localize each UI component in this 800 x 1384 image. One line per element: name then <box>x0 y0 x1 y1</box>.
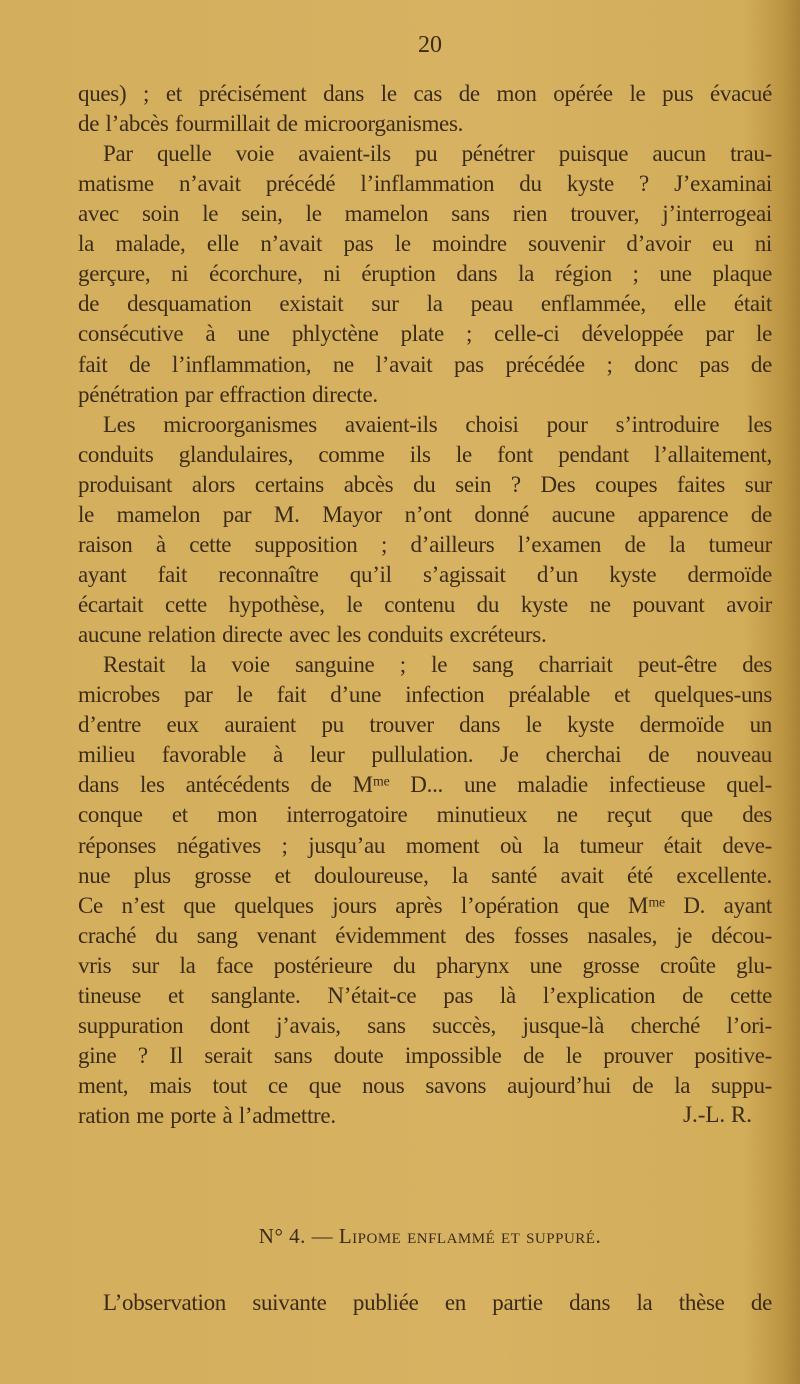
text-line: dans les antécédents de Mᵐᵉ D... une maladie infectieuse quel- <box>78 772 772 798</box>
text-line: tineuse et sanglante. N’était-ce pas là l’explication de cette <box>78 982 772 1008</box>
text-line: écartait cette hypothèse, le contenu du kyste ne pouvant avoir <box>78 592 772 618</box>
text-line: la malade, elle n’avait pas le moindre souvenir d’avoir eu ni <box>78 231 772 257</box>
text-line: de l’abcès fourmillait de microorganismes. <box>78 111 464 137</box>
text-line: d’entre eux auraient pu trouver dans le kyste dermoïde un <box>78 712 772 738</box>
text-line: nue plus grosse et douloureuse, la santé avait été excellente. <box>78 862 772 888</box>
text-line: L’observation suivante publiée en partie dans la thèse de <box>103 1290 772 1315</box>
text-line: aucune relation directe avec les conduits excréteurs. <box>78 622 547 648</box>
text-line: consécutive à une phlyctène plate ; celle-ci développée par le <box>78 321 772 347</box>
text-line: conque et mon interrogatoire minutieux ne reçut que des <box>78 802 772 828</box>
text-line: craché du sang venant évidemment des fosses nasales, je décou- <box>78 922 772 948</box>
text-line: Par quelle voie avaient-ils pu pénétrer puisque aucun trau- <box>103 141 772 167</box>
text-line: conduits glandulaires, comme ils le font pendant l’allaitement, <box>78 441 772 467</box>
text-line: suppuration dont j’avais, sans succès, jusque-là cherché l’ori- <box>78 1012 772 1038</box>
text-line: ayant fait reconnaître qu’il s’agissait d’un kyste dermoïde <box>78 561 772 587</box>
text-line: matisme n’avait précédé l’inflammation du kyste ? J’examinai <box>78 171 772 197</box>
text-line: Restait la voie sanguine ; le sang charriait peut-être des <box>103 652 772 678</box>
text-line: avec soin le sein, le mamelon sans rien trouver, j’interrogeai <box>78 201 772 227</box>
text-line: microbes par le fait d’une infection préalable et quelques-uns <box>78 682 772 708</box>
text-line: gine ? Il serait sans doute impossible de le prouver positive- <box>78 1042 772 1068</box>
text-line: vris sur la face postérieure du pharynx une grosse croûte glu- <box>78 952 772 978</box>
text-line: raison à cette supposition ; d’ailleurs l’examen de la tumeur <box>78 531 772 557</box>
text-line: le mamelon par M. Mayor n’ont donné aucune apparence de <box>78 501 772 527</box>
section-heading: N° 4. — Lipome enflammé et suppuré. <box>258 1224 602 1248</box>
text-line: produisant alors certains abcès du sein ? Des coupes faites sur <box>78 471 772 497</box>
text-line: ment, mais tout ce que nous savons aujourd’hui de la suppu- <box>78 1072 772 1098</box>
text-line: gerçure, ni écorchure, ni éruption dans la région ; une plaque <box>78 261 772 287</box>
text-line: Ce n’est que quelques jours après l’opération que Mᵐᵉ D. ayant <box>78 892 772 918</box>
text-line: Les microorganismes avaient-ils choisi pour s’introduire les <box>103 411 772 437</box>
text-line: pénétration par effraction directe. <box>78 381 378 407</box>
text-line: ration me porte à l’admettre. <box>78 1103 336 1129</box>
text-line: de desquamation existait sur la peau enflammée, elle était <box>78 291 772 317</box>
signature: J.-L. R. <box>683 1102 752 1127</box>
page-number: 20 <box>418 32 442 58</box>
text-line: fait de l’inflammation, ne l’avait pas précédée ; donc pas de <box>78 351 772 377</box>
text-line: réponses négatives ; jusqu’au moment où la tumeur était deve- <box>78 832 772 858</box>
text-line: ques) ; et précisément dans le cas de mon opérée le pus évacué <box>78 81 772 106</box>
text-line: milieu favorable à leur pullulation. Je cherchai de nouveau <box>78 742 772 768</box>
